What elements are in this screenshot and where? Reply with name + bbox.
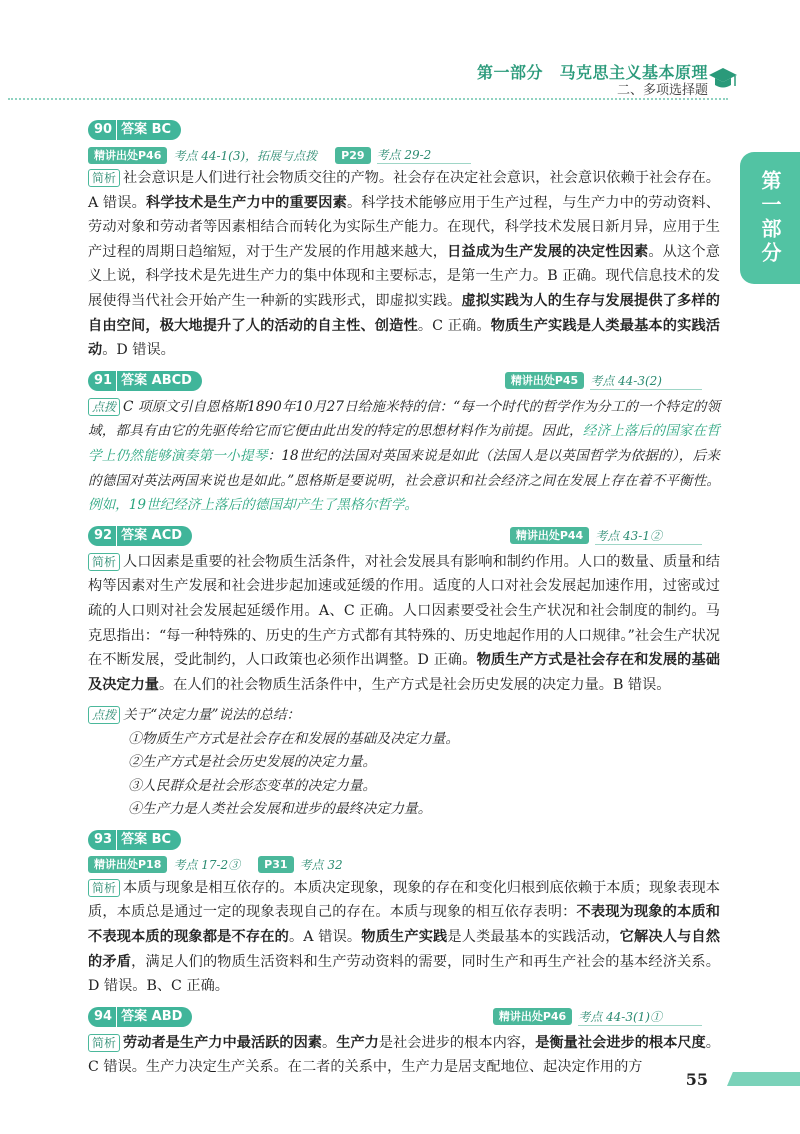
page-header <box>0 0 800 100</box>
question-header <box>88 369 720 393</box>
analysis-paragraph: 简析 劳动者是生产力中最活跃的因素。生产力是社会进步的根本内容，是衡量社会进步的根本尺度。C 错误。生产力决定生产关系。在二者的关系中，生产力是居支配地位、起决定作用的方 <box>88 1034 720 1076</box>
question-header <box>88 828 720 852</box>
header-part-title: 第一部分 马克思主义基本原理 <box>476 63 708 82</box>
summary-label: 简析 <box>88 169 120 187</box>
source-tag: 精讲出处P45 <box>505 372 584 389</box>
answer-content <box>88 118 720 1086</box>
source-ref-row <box>88 854 720 876</box>
note-paragraph: 点拨 C 项原文引自恩格斯1890年10月27日给施米特的信：“每一个时代的哲学作为分工的一个特定的领域，都具有由它的先驱传给它而它便由此出发的特定的思想材料作为前提。因此，经济上落后的国家在哲学上仍然能够演奏第一小提琴：18世纪的法国对英国来说是如此（法国人是以英国哲学为依据的），后来的德国对英法两国来说也是如此。”恩格斯是要说明，社会意识和社会经济之间在发展上存在着不平衡性。例如，19世纪经济上落后的德国却产生了黑格尔哲学。 <box>88 398 721 514</box>
analysis-paragraph: 简析 人口因素是重要的社会物质生活条件，对社会发展具有影响和制约作用。人口的数量、质量和结构等因素对生产发展和社会进步起加速或延缓的作用。适度的人口对社会发展起加速作用，过密或过疏的人口则对社会发展起延缓作用。A、C 正确。人口因素要受社会生产状况和社会制度的制约。马克思指出：“每一种特殊的、历史的生产方式都有其特殊的、历史地起作用的人口规律。”社会生产状况在不断发展，受此制约，人口政策也必须作出调整。D 正确。物质生产方式是社会存在和发展的基础及决定力量。在人们的社会物质生活条件中，生产方式是社会历史发展的决定力量。B 错误。 <box>88 553 720 693</box>
source-tag: P29 <box>335 147 370 164</box>
source-text: 考点 43-1② <box>595 527 702 545</box>
source-text: 考点 44-3(2) <box>590 372 702 390</box>
note-label: 点拨 <box>88 398 120 416</box>
summary-label: 简析 <box>88 553 120 571</box>
note-label: 点拨 <box>88 706 120 724</box>
list-item: ①物质生产方式是社会存在和发展的基础及决定力量。 <box>128 730 460 747</box>
answer-badge: 答案 ABCD <box>117 371 202 391</box>
source-tag: 精讲出处P44 <box>510 527 589 544</box>
question-header <box>88 118 720 142</box>
question-91 <box>88 369 720 518</box>
page-number: 55 <box>685 1070 708 1089</box>
source-text: 考点 29-2 <box>377 146 472 164</box>
question-92 <box>88 524 720 822</box>
side-tab-part-one[interactable]: 第一部分 <box>740 152 800 284</box>
analysis-paragraph: 简析 本质与现象是相互依存的。本质决定现象，现象的存在和变化归根到底依赖于本质；现象表现本质，本质总是通过一定的现象表现自己的存在。本质与现象的相互依存表明：不表现为现象的本质和不表现本质的现象都是不存在的。A 错误。物质生产实践是人类最基本的实践活动，它解决人与自然的矛盾，满足人们的物质生活资料和生产劳动资料的需要，同时生产和再生产社会的基本经济关系。D 错误。B、C 正确。 <box>88 879 720 995</box>
question-number: 93 <box>88 830 116 850</box>
header-divider <box>8 98 728 100</box>
source-tag: 精讲出处P46 <box>493 1008 572 1025</box>
question-header <box>88 524 720 548</box>
list-item: ③人民群众是社会形态变革的决定力量。 <box>128 777 377 794</box>
question-number: 90 <box>88 120 116 140</box>
source-text: 考点 44-1(3)，拓展与点拨 <box>173 148 318 163</box>
question-number: 91 <box>88 371 116 391</box>
question-90 <box>88 118 720 363</box>
source-ref-row <box>88 144 720 166</box>
answer-badge: 答案 ACD <box>117 526 192 546</box>
source-tag: 精讲出处P18 <box>88 856 167 873</box>
question-94 <box>88 1005 720 1080</box>
list-item: ②生产方式是社会历史发展的决定力量。 <box>128 754 377 771</box>
source-text: 考点 32 <box>299 858 343 873</box>
header-section-title: 二、多项选择题 <box>616 83 708 98</box>
source-text: 考点 17-2③ <box>173 858 241 873</box>
question-number: 94 <box>88 1007 116 1027</box>
graduation-cap-icon <box>708 66 738 92</box>
source-tag: 精讲出处P46 <box>88 147 167 164</box>
question-number: 92 <box>88 526 116 546</box>
note-list <box>128 728 720 822</box>
page-number-bar <box>727 1072 800 1086</box>
answer-badge: 答案 ABD <box>117 1007 192 1027</box>
source-tag: P31 <box>258 856 293 873</box>
summary-label: 简析 <box>88 879 120 897</box>
source-text: 考点 44-3(1)① <box>578 1008 702 1026</box>
question-header <box>88 1005 720 1029</box>
analysis-paragraph: 简析 社会意识是人们进行社会物质交往的产物。社会存在决定社会意识，社会意识依赖于社会存在。A 错误。科学技术是生产力中的重要因素。科学技术能够应用于生产过程，与生产力中的劳动资料、劳动对象和劳动者等因素相结合而转化为实际生产能力。在现代，科学技术发展日新月异，应用于生产过程的周期日趋缩短，对于生产发展的作用越来越大，日益成为生产发展的决定性因素。从这个意义上说，科学技术是先进生产力的集中体现和主要标志，是第一生产力。B 正确。现代信息技术的发展使得当代社会开始产生一种新的实践形式，即虚拟实践。虚拟实践为人的生存与发展提供了多样的自由空间，极大地提升了人的活动的自主性、创造性。C 正确。物质生产实践是人类最基本的实践活动。D 错误。 <box>88 170 720 359</box>
list-item: ④生产力是人类社会发展和进步的最终决定力量。 <box>128 801 432 818</box>
question-93 <box>88 828 720 999</box>
note-paragraph: 点拨 关于“决定力量”说法的总结： <box>88 703 720 728</box>
summary-label: 简析 <box>88 1034 120 1052</box>
answer-badge: 答案 BC <box>117 830 181 850</box>
answer-badge: 答案 BC <box>117 120 181 140</box>
